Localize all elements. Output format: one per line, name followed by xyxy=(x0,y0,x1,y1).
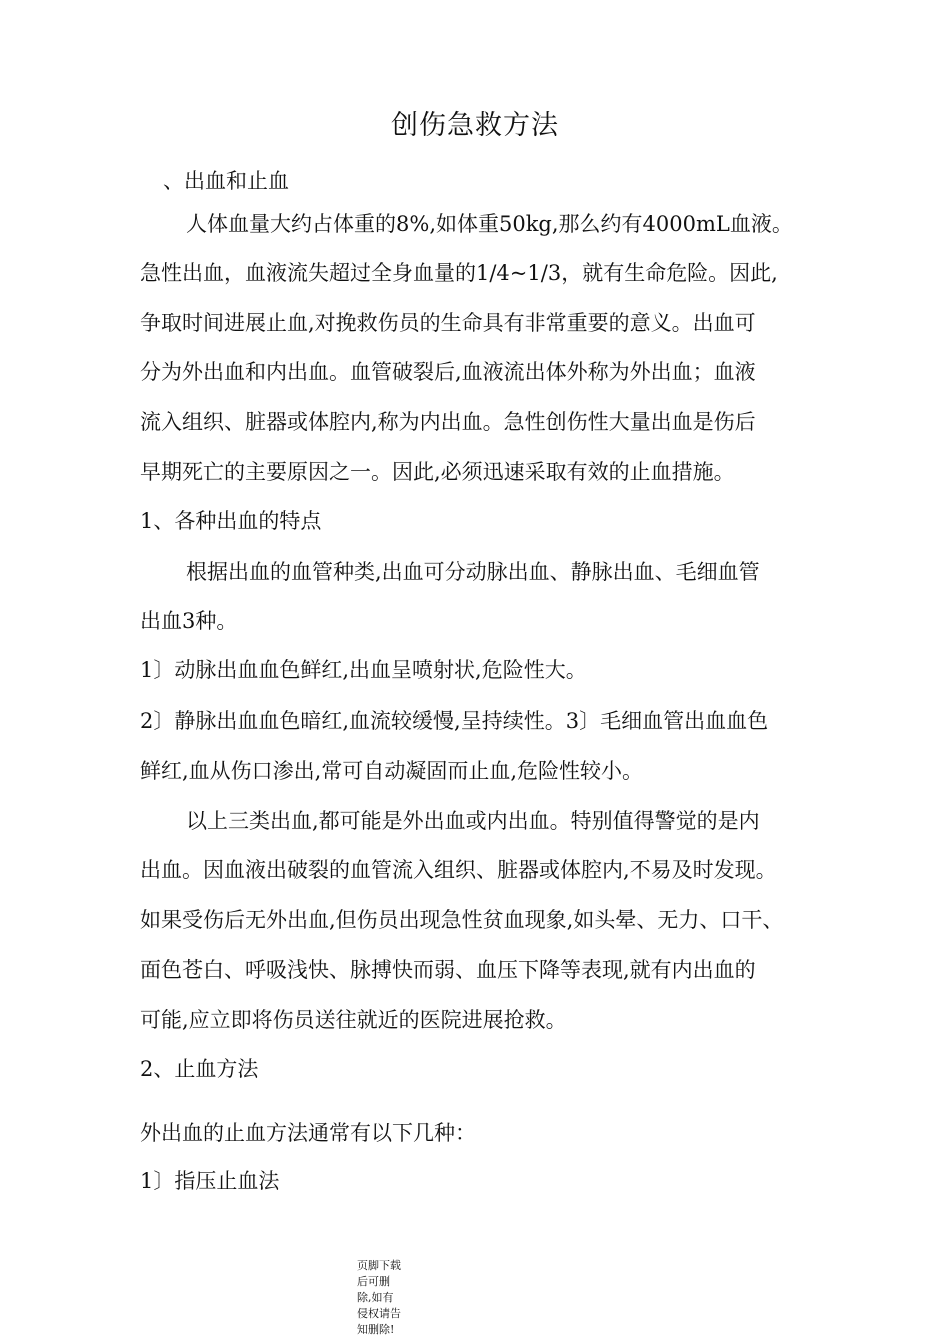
subsection-heading-methods: 2、止血方法 xyxy=(140,1057,259,1081)
paragraph-line: 出血。因血液出破裂的血管流入组织、脏器或体腔内,不易及时发现。 xyxy=(140,858,777,882)
paragraph-line: 以上三类出血,都可能是外出血或内出血。特别值得警觉的是内 xyxy=(186,809,760,833)
list-item: 2〕静脉出血血色暗红,血流较缓慢,呈持续性。3〕毛细血管出血血色 xyxy=(140,709,769,733)
paragraph-line: 如果受伤后无外出血,但伤员出现急性贫血现象,如头晕、无力、口干、 xyxy=(140,908,784,932)
paragraph-line: 人体血量大约占体重的8%,如体重50kg,那么约有4000mL血液。 xyxy=(186,212,793,236)
paragraph-line: 分为外出血和内出血。血管破裂后,血液流出体外称为外出血；血液 xyxy=(140,360,756,384)
list-item: 1〕动脉出血血色鲜红,出血呈喷射状,危险性大。 xyxy=(140,658,587,682)
paragraph-line: 流入组织、脏器或体腔内,称为内出血。急性创伤性大量出血是伤后 xyxy=(140,410,756,434)
paragraph-line: 争取时间进展止血,对挽救伤员的生命具有非常重要的意义。出血可 xyxy=(140,311,756,335)
page-footer-note: 页脚下载后可删除,如有侵权请告知删除! xyxy=(357,1259,401,1336)
document-title: 创伤急救方法 xyxy=(391,110,559,141)
paragraph-line: 外出血的止血方法通常有以下几种： xyxy=(140,1121,476,1145)
section-heading-bleeding: 、出血和止血 xyxy=(163,169,289,193)
paragraph-line: 可能,应立即将伤员送往就近的医院进展抢救。 xyxy=(140,1008,567,1032)
paragraph-line: 出血3种。 xyxy=(140,609,238,633)
paragraph-line: 鲜红,血从伤口渗出,常可自动凝固而止血,危险性较小。 xyxy=(140,759,644,783)
list-item: 1〕指压止血法 xyxy=(140,1169,280,1193)
paragraph-line: 早期死亡的主要原因之一。因此,必须迅速采取有效的止血措施。 xyxy=(140,460,735,484)
paragraph-line: 面色苍白、呼吸浅快、脉搏快而弱、血压下降等表现,就有内出血的 xyxy=(140,958,756,982)
subsection-heading-types: 1、各种出血的特点 xyxy=(140,509,322,533)
paragraph-line: 急性出血，血液流失超过全身血量的1/4~1/3，就有生命危险。因此, xyxy=(140,261,778,285)
paragraph-line: 根据出血的血管种类,出血可分动脉出血、静脉出血、毛细血管 xyxy=(186,560,760,584)
